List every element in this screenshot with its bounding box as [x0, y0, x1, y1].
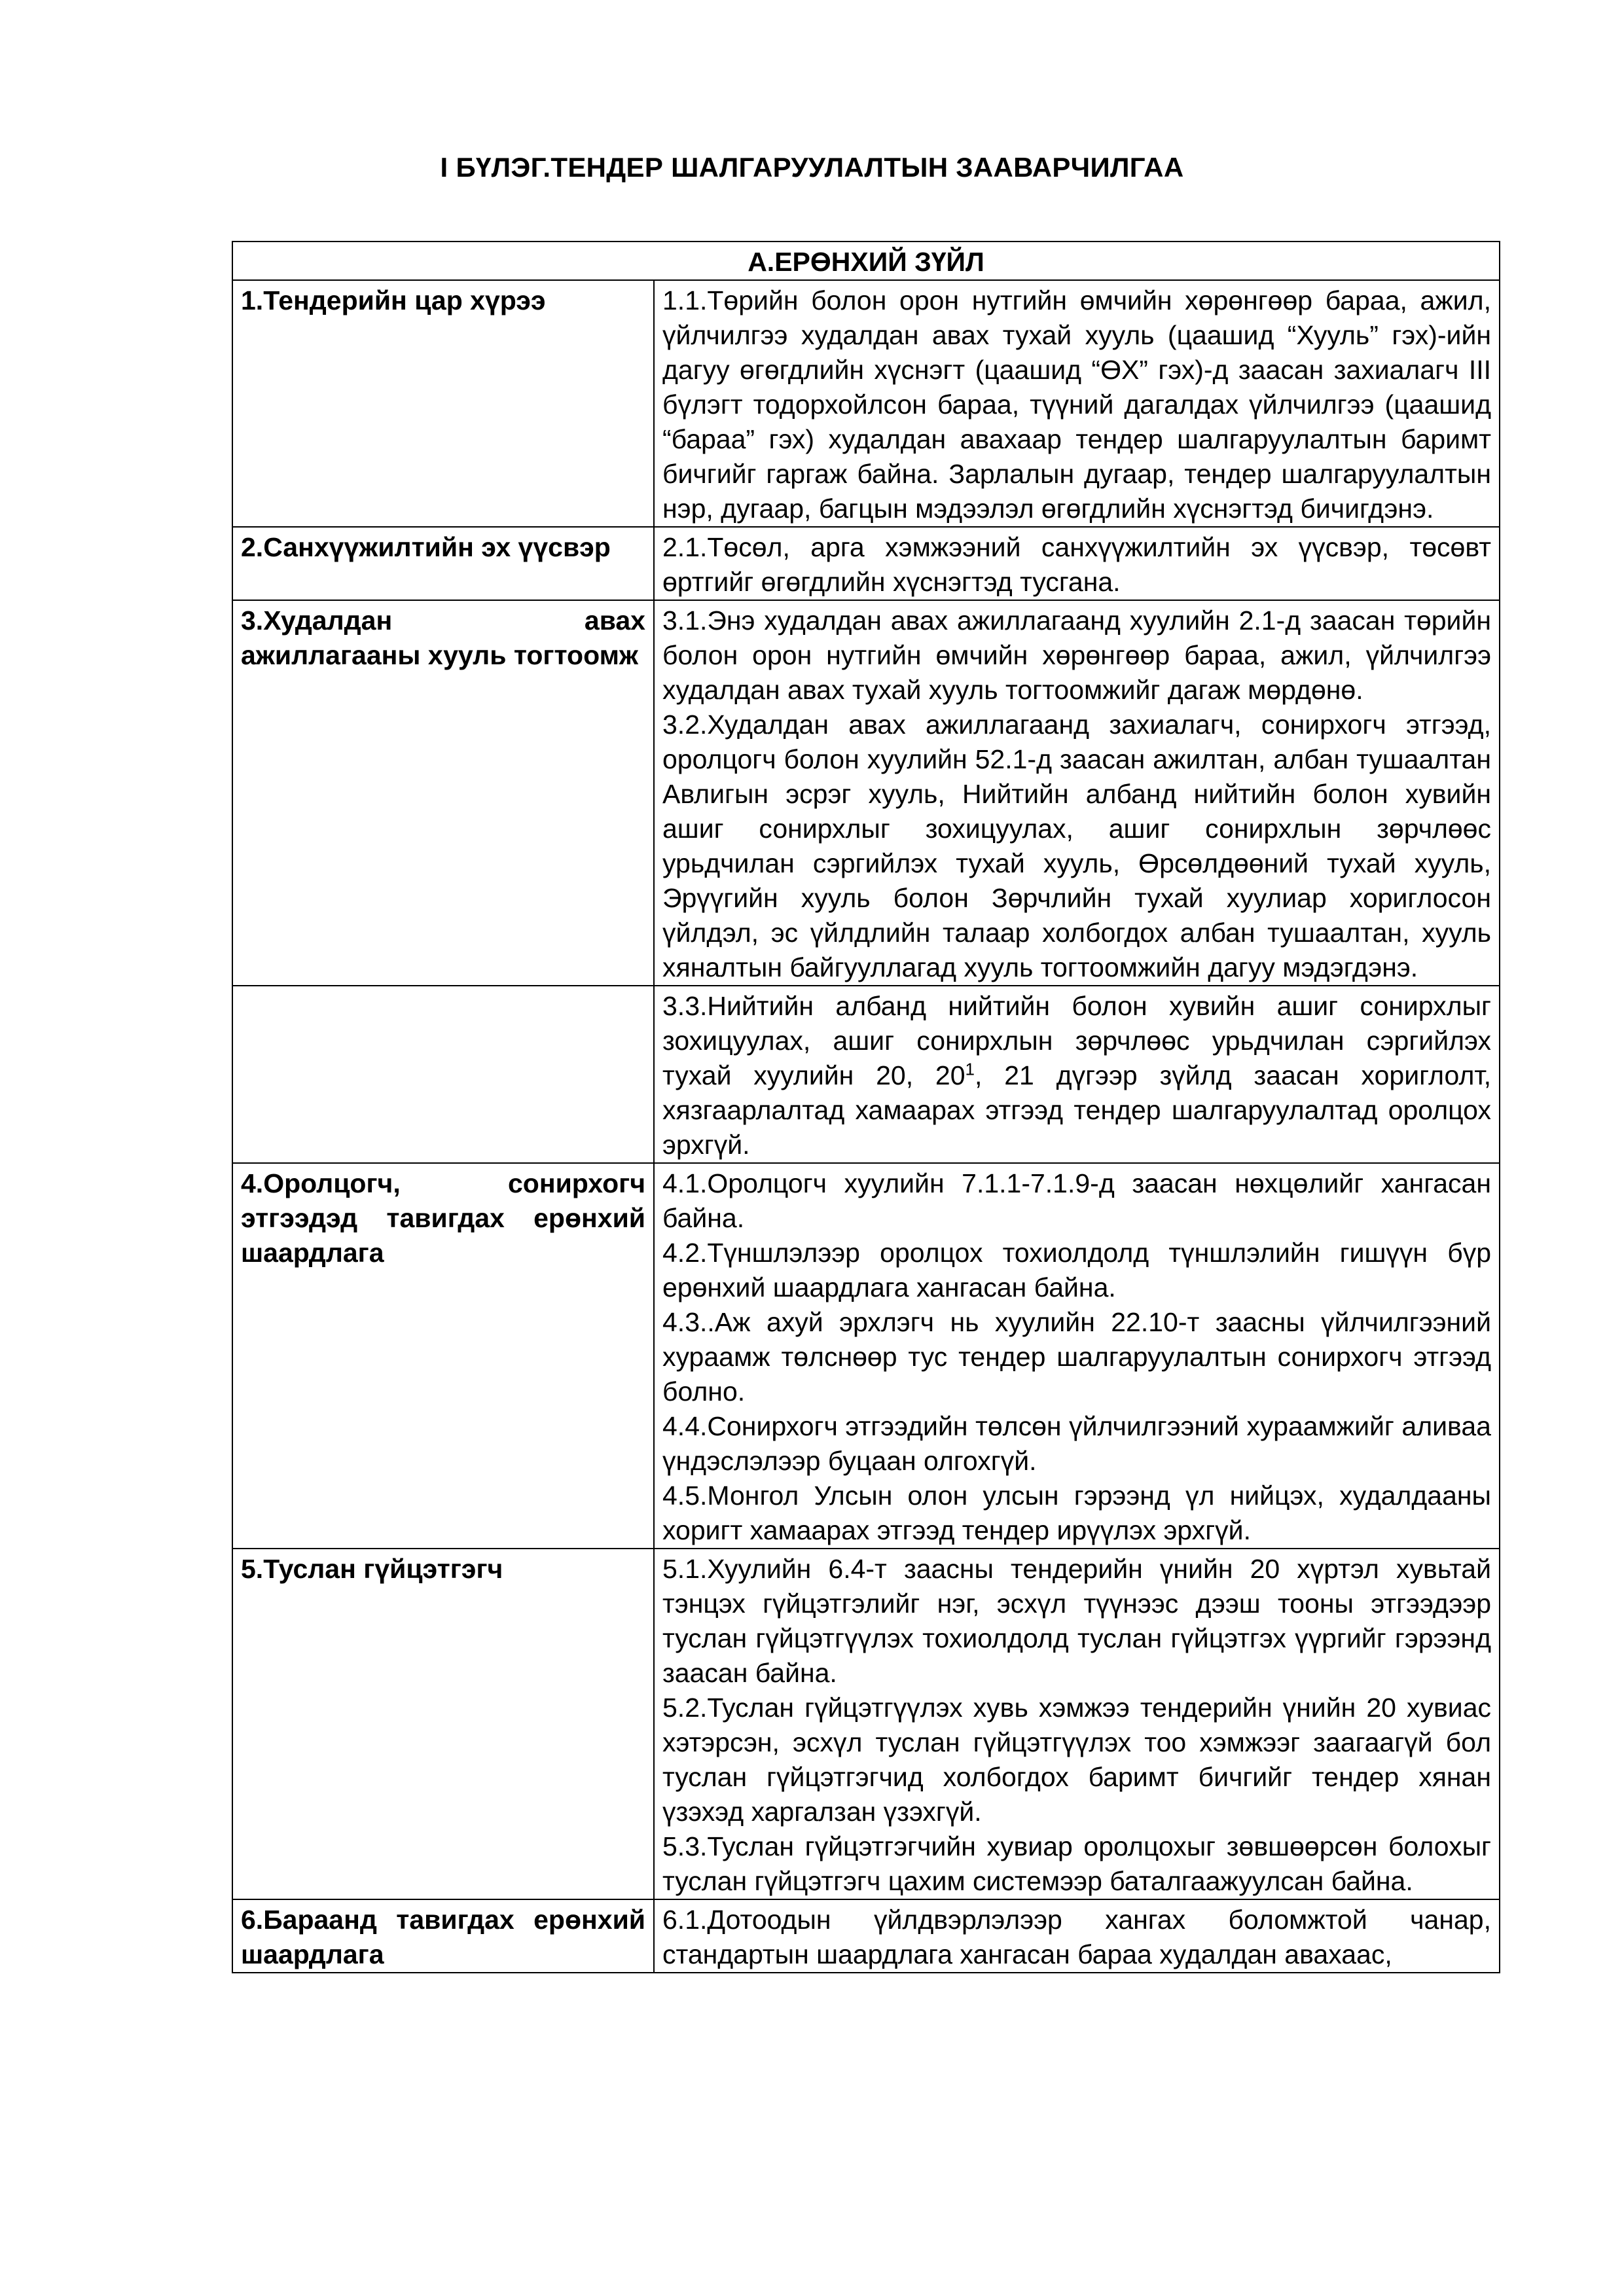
- row-label: 3.Худалдан авах ажиллагааны хууль тогтоомж: [232, 600, 654, 986]
- paragraph: 4.4.Сонирхогч этгээдийн төлсөн үйлчилгээний хураамжийг аливаа үндэслэлээр буцаан олгохгүй.: [662, 1411, 1491, 1476]
- table-row: [232, 1163, 1500, 1549]
- paragraph: 2.1.Төсөл, арга хэмжээний санхүүжилтийн эх үүсвэр, төсөвт өртгийг өгөгдлийн хүснэгтэд тусгана.: [662, 532, 1491, 597]
- paragraph: 5.1.Хуулийн 6.4-т заасны тендерийн үнийн 20 хүртэл хувьтай тэнцэх гүйцэтгэлийг нэг, эсхүл түүнээс дээш тооны этгээдээр туслан гүйцэтгүүлэх тохиолдолд туслан гүйцэтгэх үүргийг гэрээнд заасан байна.: [662, 1554, 1491, 1688]
- row-label: 1.Тендерийн цар хүрээ: [232, 280, 654, 527]
- instructions-table: [232, 241, 1500, 1973]
- table-row: [232, 527, 1500, 600]
- paragraph: 4.3..Аж ахуй эрхлэгч нь хуулийн 22.10-т заасны үйлчилгээний хураамж төлснөөр тус тендер шалгаруулалтын сонирхогч этгээд болно.: [662, 1307, 1491, 1407]
- row-content: [654, 600, 1500, 986]
- page-title: I БҮЛЭГ.ТЕНДЕР ШАЛГАРУУЛАЛТЫН ЗААВАРЧИЛГАА: [440, 152, 1184, 183]
- row-label: 2.Санхүүжилтийн эх үүсвэр: [232, 527, 654, 600]
- row-label: 5.Туслан гүйцэтгэгч: [232, 1549, 654, 1899]
- paragraph: 5.3.Туслан гүйцэтгэгчийн хувиар оролцохыг зөвшөөрсөн болохыг туслан гүйцэтгэгч цахим системээр баталгаажуулсан байна.: [662, 1831, 1491, 1896]
- paragraph: 4.5.Монгол Улсын олон улсын гэрээнд үл нийцэх, худалдааны хоригт хамаарах этгээд тендер ирүүлэх эрхгүй.: [662, 1480, 1491, 1545]
- row-content: [654, 280, 1500, 527]
- table-row: [232, 1899, 1500, 1973]
- superscript: 1: [965, 1059, 975, 1079]
- row-content: [654, 986, 1500, 1163]
- paragraph-text: , 21 дүгээр зүйлд заасан хориглолт, хязгаарлалтад хамаарах этгээд тендер шалгаруулалтад оролцох эрхгүй.: [662, 1060, 1491, 1160]
- paragraph: 4.2.Түншлэлээр оролцох тохиолдолд түншлэлийн гишүүн бүр ерөнхий шаардлага хангасан байна.: [662, 1238, 1491, 1302]
- paragraph: 3.2.Худалдан авах ажиллагаанд захиалагч, сонирхогч этгээд, оролцогч болон хуулийн 52.1-д заасан ажилтан, албан тушаалтан Авлигын эсрэг хууль, Нийтийн албанд нийтийн болон хувийн ашиг сонирхлыг зохицуулах, ашиг сонирхлын зөрчлөөс урьдчилан сэргийлэх тухай хууль, Өрсөлдөөний тухай хууль, Эрүүгийн хууль болон Зөрчлийн тухай хуулиар хориглосон үйлдэл, эс үйлдлийн талаар холбогдох албан тушаалтан, хууль хяналтын байгууллагад хууль тогтоомжийн дагуу мэдэгдэнэ.: [662, 709, 1491, 982]
- paragraph: 3.1.Энэ худалдан авах ажиллагаанд хуулийн 2.1-д заасан төрийн болон орон нутгийн өмчийн хөрөнгөөр бараа, ажил, үйлчилгээ худалдан авах тухай хууль тогтоомжийг дагаж мөрдөнө.: [662, 605, 1491, 705]
- paragraph-text: 3.3.Нийтийн албанд нийтийн болон хувийн ашиг сонирхлыг зохицуулах, ашиг сонирхлын зөрчлөөс урьдчилан сэргийлэх тухай хуулийн 20, 20: [662, 991, 1491, 1090]
- table-row: [232, 986, 1500, 1163]
- row-content: [654, 527, 1500, 600]
- paragraph: [662, 989, 1491, 1162]
- paragraph: 5.2.Туслан гүйцэтгүүлэх хувь хэмжээ тендерийн үнийн 20 хувиас хэтэрсэн, эсхүл туслан гүйцэтгүүлэх тоо хэмжээг заагаагүй бол туслан гүйцэтгэгчид холбогдох баримт бичгийг тендер хянан үзэхэд харгалзан үзэхгүй.: [662, 1693, 1491, 1827]
- table-row: [232, 600, 1500, 986]
- paragraph: 1.1.Төрийн болон орон нутгийн өмчийн хөрөнгөөр бараа, ажил, үйлчилгээ худалдан авах тухай хууль (цаашид “Хууль” гэх)-ийн дагуу өгөгдлийн хүснэгт (цаашид “ӨХ” гэх)-д заасан захиалагч III бүлэгт тодорхойлсон бараа, түүний дагалдах үйлчилгээ (цаашид “бараа” гэх) худалдан авахаар тендер шалгаруулалтын баримт бичгийг гаргаж байна. Зарлалын дугаар, тендер шалгаруулалтын нэр, дугаар, багцын мэдээлэл өгөгдлийн хүснэгтэд бичигдэнэ.: [662, 285, 1491, 524]
- row-label: 6.Бараанд тавигдах ерөнхий шаардлага: [232, 1899, 654, 1973]
- row-content: [654, 1899, 1500, 1973]
- section-heading: А.ЕРӨНХИЙ ЗҮЙЛ: [232, 242, 1500, 280]
- section-header-row: [232, 242, 1500, 280]
- table-row: [232, 1549, 1500, 1899]
- paragraph: 6.1.Дотоодын үйлдвэрлэлээр хангах боломжтой чанар, стандартын шаардлага хангасан бараа худалдан авахаас,: [662, 1905, 1491, 1969]
- row-content: [654, 1163, 1500, 1549]
- row-label: 4.Оролцогч, сонирхогч этгээдэд тавигдах ерөнхий шаардлага: [232, 1163, 654, 1549]
- row-label: [232, 986, 654, 1163]
- table-row: [232, 280, 1500, 527]
- paragraph: 4.1.Оролцогч хуулийн 7.1.1-7.1.9-д заасан нөхцөлийг хангасан байна.: [662, 1168, 1491, 1233]
- row-content: [654, 1549, 1500, 1899]
